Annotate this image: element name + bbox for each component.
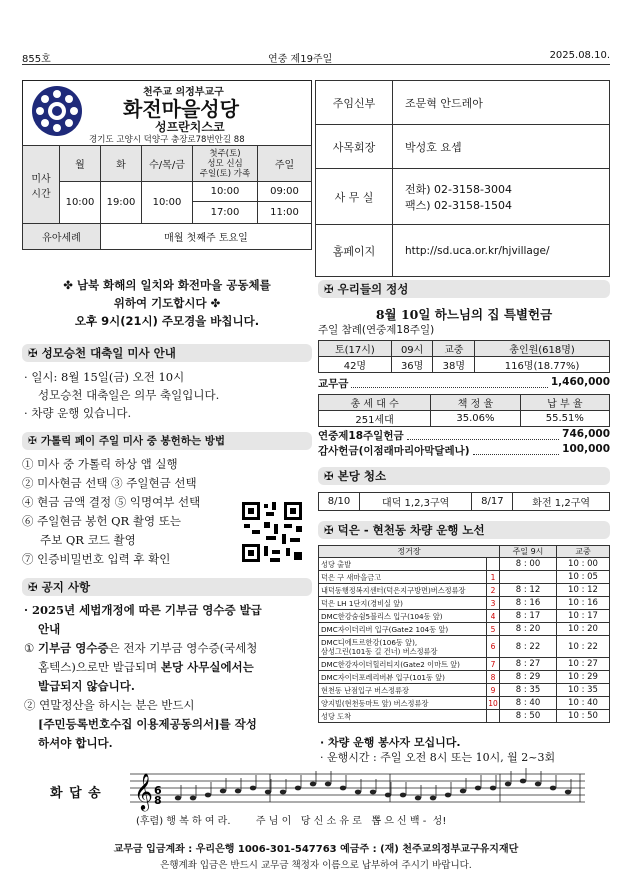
note-head bbox=[520, 779, 526, 784]
household-header: 납 부 율 bbox=[520, 395, 609, 411]
note-head bbox=[445, 793, 451, 798]
section-header bbox=[22, 344, 312, 362]
notice-line: ① bbox=[24, 641, 35, 655]
time-9am: 8 : 29 bbox=[500, 671, 557, 684]
day-sun: 주일 bbox=[258, 146, 312, 182]
note-head bbox=[400, 793, 406, 798]
note-head bbox=[220, 789, 226, 794]
note-head bbox=[190, 796, 196, 801]
cross-icon: ✠ bbox=[28, 580, 38, 594]
attendance-header: 토(17시) bbox=[319, 341, 392, 357]
attendance-value: 38명 bbox=[433, 357, 475, 373]
parish-header bbox=[22, 80, 312, 145]
shuttle-note: 운행시간 : 주일 오전 8시 또는 10시, 월 2~3회 bbox=[327, 751, 556, 764]
time-9am: 8 : 12 bbox=[500, 584, 557, 597]
time-mon: 10:00 bbox=[60, 182, 101, 224]
stop-number: 2 bbox=[487, 584, 500, 597]
stop-name: 덕은 LH 1단지(경비실 앞) bbox=[319, 597, 487, 610]
cleaning-table bbox=[318, 492, 610, 511]
attendance-title: 주일 참례(연중제18주일) bbox=[318, 324, 435, 336]
note-head bbox=[550, 786, 556, 791]
diocese: 천주교 의정부교구 bbox=[143, 87, 224, 98]
note-head bbox=[325, 782, 331, 787]
list-item: ① 미사 중 가톨릭 하상 앱 실행 bbox=[22, 457, 178, 471]
table-row bbox=[319, 623, 610, 636]
list-item: ④ 현금 금액 결정 ⑤ 익명여부 선택 bbox=[22, 495, 201, 509]
thanks-offering-label: 감사헌금(이점래마리아막달레나) bbox=[318, 445, 470, 457]
table-row bbox=[319, 710, 610, 723]
section-header bbox=[22, 432, 312, 450]
attendance-header: 교중 bbox=[433, 341, 475, 357]
time-main: 10 : 17 bbox=[557, 610, 610, 623]
top-bar bbox=[22, 50, 610, 65]
time-main: 10 : 12 bbox=[557, 584, 610, 597]
day-mon: 월 bbox=[60, 146, 101, 182]
list-item: 성모승천 대축일은 의무 축일입니다. bbox=[38, 388, 220, 402]
notice-emphasis: 본당 사무실에서는 bbox=[160, 660, 254, 674]
stop-number: 1 bbox=[487, 571, 500, 584]
homepage-link[interactable]: http://sd.uca.or.kr/hjvillage/ bbox=[393, 225, 610, 277]
attendance-value: 116명(18.77%) bbox=[475, 357, 610, 373]
note-head bbox=[295, 786, 301, 791]
section-title: 본당 청소 bbox=[337, 469, 387, 483]
sunday-offering-row bbox=[318, 428, 610, 443]
stop-name: DMC한강숨쉼5블리스 입구(104동 앞) bbox=[319, 610, 487, 623]
notice-line: 하셔야 합니다. bbox=[38, 736, 113, 750]
stop-name: 양지빌(현천동마트 앞) 버스정류장 bbox=[319, 697, 487, 710]
note-head bbox=[280, 790, 286, 795]
mass-times-table bbox=[22, 145, 312, 250]
list-item: 차량 운행 있습니다. bbox=[31, 406, 132, 420]
pledge-value: 1,460,000 bbox=[550, 376, 610, 388]
notice-line: 홈텍스)으로만 발급되며 bbox=[38, 660, 161, 674]
stop-number: 7 bbox=[487, 658, 500, 671]
cross-icon: ✠ bbox=[28, 346, 38, 360]
shuttle-header: 주일 9시 bbox=[500, 546, 557, 558]
note-head bbox=[175, 796, 181, 801]
stop-name: DMC디에트르한강(106동 앞), 삼성그린(101동 길 건너) 버스정류장 bbox=[319, 636, 487, 658]
liturgical-week: 연중 제19주일 bbox=[268, 54, 333, 65]
stop-name: DMC자이더포레리버뷰 입구(101동 앞) bbox=[319, 671, 487, 684]
section-header bbox=[318, 280, 610, 298]
cross-icon: ✠ bbox=[324, 523, 334, 537]
time-9am: 8 : 22 bbox=[500, 636, 557, 658]
note-head bbox=[490, 786, 496, 791]
note-head bbox=[310, 782, 316, 787]
household-header: 책 정 율 bbox=[431, 395, 520, 411]
section-header bbox=[318, 467, 610, 485]
list-item: 일시: 8월 15일(금) 오전 10시 bbox=[31, 370, 185, 384]
note-head bbox=[235, 789, 241, 794]
cleaning-cell: 대덕 1,2,3구역 bbox=[360, 493, 472, 511]
list-item: ⑦ 인증비밀번호 입력 후 확인 bbox=[22, 552, 171, 566]
cleaning-cell: 8/10 bbox=[319, 493, 360, 511]
stop-number: 8 bbox=[487, 671, 500, 684]
time-main: 10 : 50 bbox=[557, 710, 610, 723]
shuttle-header: 정거장 bbox=[319, 546, 500, 558]
stop-name: DMC한강자이더힐러티지(Gate2 이마트 앞) bbox=[319, 658, 487, 671]
baptism-value: 매월 첫째주 토요일 bbox=[101, 224, 312, 250]
time-main: 10 : 22 bbox=[557, 636, 610, 658]
pledge-row bbox=[318, 376, 610, 391]
parish-logo bbox=[31, 85, 83, 137]
footer-note: 은행계좌 입금은 반드시 교무금 책정자 이름으로 납부하여 주시기 바랍니다. bbox=[160, 860, 472, 871]
time-sun-1: 09:00 bbox=[258, 182, 312, 202]
section-title: 성모승천 대축일 미사 안내 bbox=[41, 346, 176, 360]
issue-number: 855호 bbox=[22, 54, 51, 65]
stop-name: 성당 출발 bbox=[319, 558, 487, 571]
qr-code[interactable] bbox=[240, 500, 304, 564]
shuttle-note: 차량 운행 봉사자 모십니다. bbox=[328, 736, 461, 749]
note-head bbox=[430, 796, 436, 801]
time-main: 10 : 16 bbox=[557, 597, 610, 610]
stop-name: 현천동 난점입구 버스정류장 bbox=[319, 684, 487, 697]
list-item: ⑥ 주일현금 봉헌 QR 촬영 또는 bbox=[22, 514, 181, 528]
time-9am: 8 : 27 bbox=[500, 658, 557, 671]
notice-line: 2025년 세법개정에 따른 기부금 영수증 발급 bbox=[32, 603, 262, 617]
thanks-offering-row bbox=[318, 443, 610, 458]
time-main: 10 : 27 bbox=[557, 658, 610, 671]
stop-name: 내덕동행정복지센터(덕은지구방면)버스정류장 bbox=[319, 584, 487, 597]
section-title: 덕은 - 현천동 차량 운행 노선 bbox=[337, 523, 485, 537]
note-head bbox=[475, 786, 481, 791]
time-9am: 8 : 16 bbox=[500, 597, 557, 610]
attendance-table bbox=[318, 340, 610, 373]
stop-number bbox=[487, 710, 500, 723]
prayer-block bbox=[22, 276, 312, 330]
staff-label: 주임신부 bbox=[316, 81, 393, 125]
attendance-value: 42명 bbox=[319, 357, 392, 373]
note-head bbox=[250, 786, 256, 791]
note-head bbox=[370, 790, 376, 795]
household-value: 251세대 bbox=[319, 411, 431, 427]
time-main: 10 : 00 bbox=[557, 558, 610, 571]
time-sat-1: 10:00 bbox=[193, 182, 258, 202]
svg-text:6: 6 bbox=[154, 784, 162, 797]
stop-number: 3 bbox=[487, 597, 500, 610]
day-sat: 첫주(토) 성모 신심 주일(토) 가족 bbox=[193, 146, 258, 182]
time-main: 10 : 29 bbox=[557, 671, 610, 684]
stop-number: 4 bbox=[487, 610, 500, 623]
note-head bbox=[535, 782, 541, 787]
stop-number: 5 bbox=[487, 623, 500, 636]
sunday-offering-label: 연중제18주일헌금 bbox=[318, 430, 404, 442]
staff-label: 사 무 실 bbox=[316, 169, 393, 225]
table-row bbox=[319, 671, 610, 684]
note-head bbox=[415, 796, 421, 801]
table-row bbox=[319, 584, 610, 597]
attendance-value: 36명 bbox=[391, 357, 433, 373]
household-value: 35.06% bbox=[431, 411, 520, 427]
household-table bbox=[318, 394, 610, 427]
mass-label: 미사 시간 bbox=[23, 146, 60, 224]
time-main: 10 : 40 bbox=[557, 697, 610, 710]
time-9am: 8 : 50 bbox=[500, 710, 557, 723]
section-title: 우리들의 정성 bbox=[337, 282, 409, 296]
note-head bbox=[460, 789, 466, 794]
section-title: 가톨릭 페이 주일 미사 중 봉헌하는 방법 bbox=[40, 435, 226, 447]
time-9am: 8 : 35 bbox=[500, 684, 557, 697]
table-row bbox=[319, 636, 610, 658]
section-header bbox=[22, 578, 312, 596]
staff-value: 박성호 요셉 bbox=[393, 125, 610, 169]
thanks-offering-value: 100,000 bbox=[562, 443, 610, 455]
cross-icon: ✤ bbox=[63, 278, 77, 292]
time-9am bbox=[500, 571, 557, 584]
prayer-line: 오후 9시(21시) 주모경을 바칩니다. bbox=[74, 314, 260, 328]
time-9am: 8 : 17 bbox=[500, 610, 557, 623]
svg-text:8: 8 bbox=[154, 794, 162, 807]
day-wed-fri: 수/목/금 bbox=[142, 146, 193, 182]
time-main: 10 : 05 bbox=[557, 571, 610, 584]
staff-label: 사목회장 bbox=[316, 125, 393, 169]
note-head bbox=[355, 790, 361, 795]
table-row bbox=[319, 558, 610, 571]
day-tue: 화 bbox=[101, 146, 142, 182]
section-title: 공지 사항 bbox=[41, 580, 91, 594]
sunday-offering-value: 746,000 bbox=[562, 428, 610, 440]
pay-steps bbox=[22, 455, 252, 569]
staff-value: 전화) 02-3158-3004 팩스) 02-3158-1504 bbox=[393, 169, 610, 225]
notice-line: 은 전자 기부금 영수증(국세청 bbox=[108, 641, 258, 655]
baptism-label: 유아세례 bbox=[23, 224, 101, 250]
cross-icon: ✠ bbox=[324, 282, 334, 296]
notice-line: 발급되지 않습니다. bbox=[38, 679, 135, 693]
pledge-label: 교무금 bbox=[318, 378, 349, 390]
note-head bbox=[565, 790, 571, 795]
notice-line: [주민등록번호수집 이용제공동의서]를 작성 bbox=[38, 717, 257, 731]
stop-name: DMC자이더리버 입구(Gate2 104동 앞) bbox=[319, 623, 487, 636]
list-item: ② 미사현금 선택 ③ 주일현금 선택 bbox=[22, 476, 197, 490]
cleaning-cell: 화전 1,2구역 bbox=[513, 493, 610, 511]
psalm-lyrics: (후렴) 행 복 하 여 라. 주 님 이 당 신 소 유 로 뽑 으 신 백 - 성! bbox=[136, 816, 447, 827]
parish-patron: 성프란치스코 bbox=[155, 120, 225, 134]
time-9am: 8 : 00 bbox=[500, 558, 557, 571]
time-sun-2: 11:00 bbox=[258, 202, 312, 224]
time-sat-2: 17:00 bbox=[193, 202, 258, 224]
shuttle-notes: · 차량 운행 봉사자 모십니다. · 운행시간 : 주일 오전 8시 또는 10시, 월 2~3회 bbox=[320, 736, 556, 764]
footer-account: 교무금 입금계좌 : 우리은행 1006-301-547763 예금주 : (재) 천주교의정부교구유지재단 bbox=[113, 844, 519, 855]
psalm-label: 화 답 송 bbox=[50, 786, 102, 801]
household-value: 55.51% bbox=[520, 411, 609, 427]
cross-icon: ✤ bbox=[206, 296, 221, 310]
psalm-staff bbox=[130, 768, 585, 812]
table-row bbox=[319, 597, 610, 610]
time-9am: 8 : 20 bbox=[500, 623, 557, 636]
time-9am: 8 : 40 bbox=[500, 697, 557, 710]
attendance-header: 09시 bbox=[391, 341, 433, 357]
assumption-list: · 일시: 8월 15일(금) 오전 10시 성모승천 대축일은 의무 축일입니다. · 차량 운행 있습니다. bbox=[24, 370, 220, 420]
issue-date: 2025.08.10. bbox=[549, 50, 610, 61]
staff-value: 조문혁 안드레아 bbox=[393, 81, 610, 125]
time-main: 10 : 35 bbox=[557, 684, 610, 697]
shuttle-table bbox=[318, 545, 610, 723]
table-row bbox=[319, 697, 610, 710]
list-item: 주보 QR 코드 촬영 bbox=[40, 533, 136, 547]
table-row bbox=[319, 684, 610, 697]
staff-table bbox=[315, 80, 610, 277]
stop-name: 덕은 구 새마을금고 bbox=[319, 571, 487, 584]
note-head bbox=[205, 793, 211, 798]
cross-icon: ✠ bbox=[28, 435, 37, 447]
notice-line: ② 연말정산을 하시는 분은 반드시 bbox=[24, 698, 195, 712]
parish-name: 화전마을성당 bbox=[123, 97, 239, 121]
stop-number: 9 bbox=[487, 684, 500, 697]
cleaning-cell: 8/17 bbox=[472, 493, 513, 511]
parish-address: 경기도 고양시 덕양구 충장로78번안길 88 bbox=[89, 135, 245, 145]
table-row bbox=[319, 571, 610, 584]
time-tue: 19:00 bbox=[101, 182, 142, 224]
note-head bbox=[340, 786, 346, 791]
staff-label: 홈페이지 bbox=[316, 225, 393, 277]
notice-body: · 2025년 세법개정에 따른 기부금 영수증 발급 안내 ① 기부금 영수증은 전자 기부금 영수증(국세청 홈텍스)으로만 발급되며 본당 사무실에서는 발급되지 않습니다. ② 연말정산을 하시는 분은 반드시 [주민등록번호수집 이용제공동의서]를 작성 하셔야 합니다. bbox=[24, 601, 314, 753]
note-head bbox=[505, 782, 511, 787]
stop-number: 6 bbox=[487, 636, 500, 658]
stop-name: 성당 도착 bbox=[319, 710, 487, 723]
time-main: 10 : 20 bbox=[557, 623, 610, 636]
offering-subtitle: 8월 10일 하느님의 집 특별헌금 bbox=[375, 307, 553, 322]
treble-clef-icon: 𝄞 bbox=[134, 772, 153, 810]
top-divider bbox=[22, 64, 610, 65]
attendance-header: 총인원(618명) bbox=[475, 341, 610, 357]
notice-emphasis: 기부금 영수증 bbox=[37, 641, 109, 655]
notice-line: 안내 bbox=[38, 622, 61, 636]
prayer-line: 위하여 기도합시다 bbox=[113, 296, 207, 310]
prayer-line: 남북 화해의 일치와 화전마을 공동체를 bbox=[76, 278, 271, 292]
stop-number bbox=[487, 558, 500, 571]
time-wed-fri: 10:00 bbox=[142, 182, 193, 224]
table-row bbox=[319, 610, 610, 623]
shuttle-header: 교중 bbox=[557, 546, 610, 558]
cross-icon: ✠ bbox=[324, 469, 334, 483]
table-row bbox=[319, 658, 610, 671]
section-header bbox=[318, 521, 610, 539]
household-header: 총 세 대 수 bbox=[319, 395, 431, 411]
stop-number: 10 bbox=[488, 698, 498, 708]
